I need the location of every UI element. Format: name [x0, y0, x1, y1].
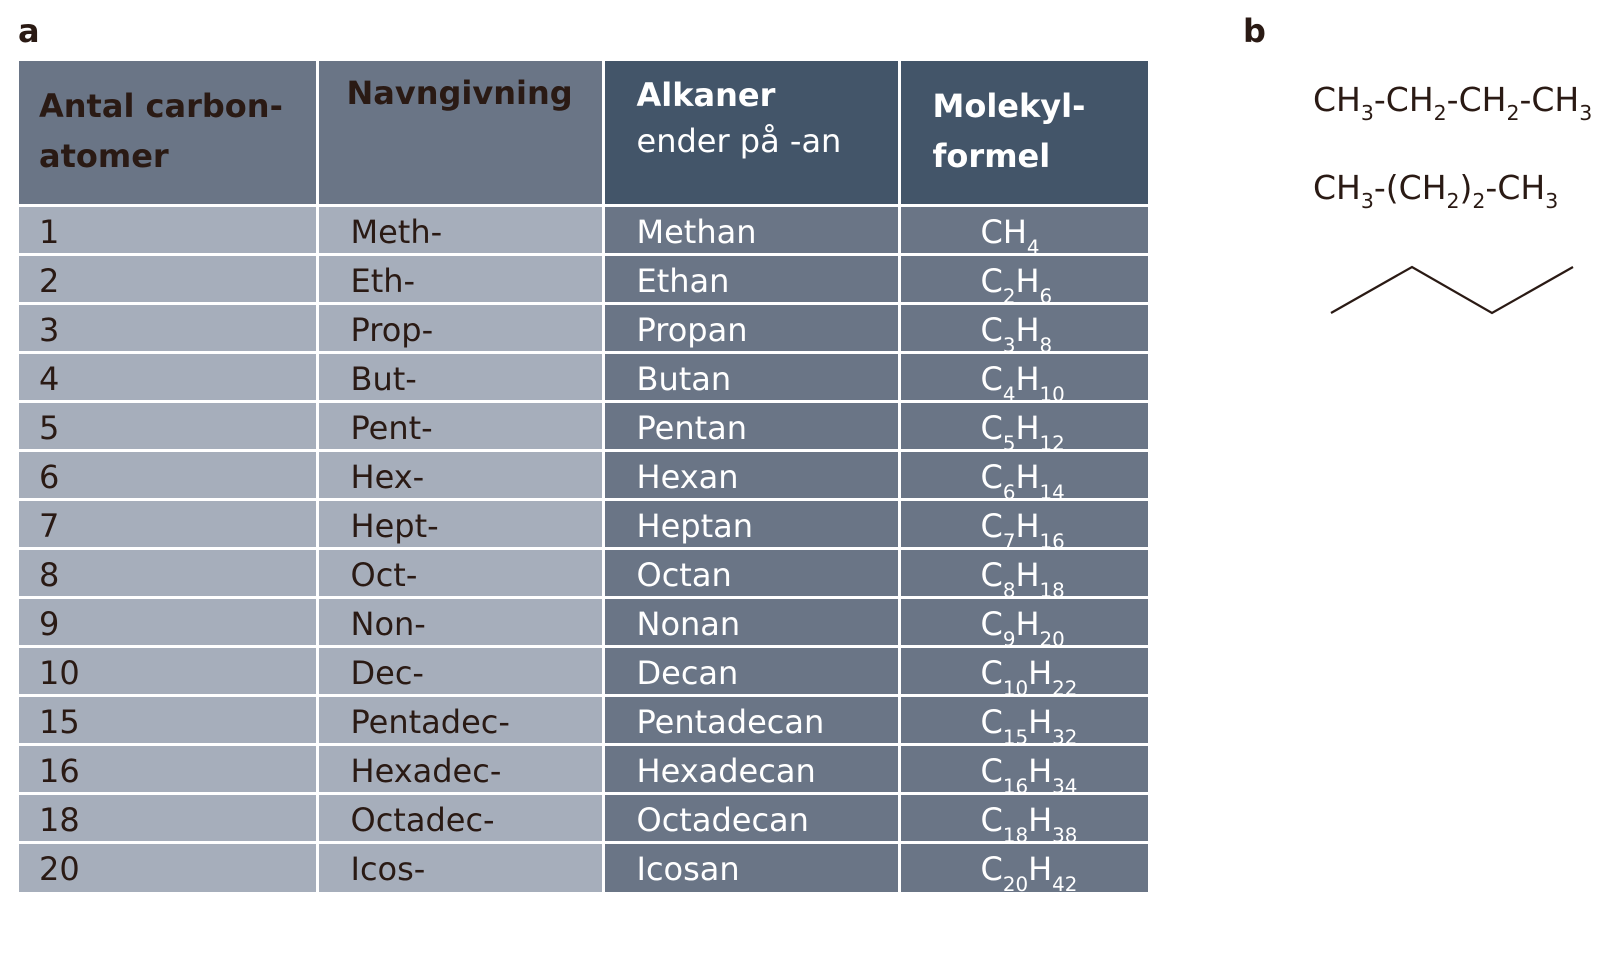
header-naming [317, 61, 603, 206]
molecular-formula-cell [899, 500, 1148, 553]
ch-group: CH [1313, 80, 1361, 119]
molecular-formula [980, 556, 1065, 602]
carbon-symbol: C [980, 801, 1003, 839]
alkane-name-cell: Heptan [603, 500, 899, 549]
carbon-symbol: C [980, 605, 1003, 643]
carbon-count-cell: 3 [19, 304, 317, 353]
subscript: 2 [1506, 101, 1520, 126]
bond-dash: - [1519, 80, 1532, 119]
header-carbon-count [19, 61, 317, 206]
hydrogen-subscript: 22 [1052, 676, 1078, 700]
carbon-symbol: C [980, 556, 1003, 594]
prefix-cell: Eth- [317, 255, 603, 304]
carbon-count-cell: 7 [19, 500, 317, 549]
molecular-formula [980, 507, 1065, 553]
carbon-count-cell: 4 [19, 353, 317, 402]
molecular-formula-cell [899, 843, 1148, 896]
carbon-symbol: C [980, 752, 1003, 790]
repeat-subscript: 2 [1472, 189, 1486, 214]
carbon-subscript: 9 [1002, 627, 1016, 651]
prefix-cell: But- [317, 353, 603, 402]
table-row [19, 647, 1148, 696]
subscript: 2 [1433, 101, 1447, 126]
prefix-cell: Prop- [317, 304, 603, 353]
hydrogen-symbol: H [1028, 801, 1053, 839]
subscript: 3 [1360, 189, 1374, 214]
alkane-name-cell: Decan [603, 647, 899, 696]
carbon-symbol: C [980, 360, 1003, 398]
header-alkanes-line1: Alkaner [636, 76, 776, 114]
prefix-cell: Icos- [317, 843, 603, 892]
molecular-formula-cell [899, 647, 1148, 700]
alkane-name-cell: Octadecan [603, 794, 899, 843]
table-row [19, 500, 1148, 549]
bond-dash: - [1446, 80, 1459, 119]
prefix-cell: Dec- [317, 647, 603, 696]
table-row [19, 843, 1148, 892]
table-row [19, 696, 1148, 745]
carbon-subscript: 4 [1002, 382, 1016, 406]
molecular-formula-cell [899, 696, 1148, 749]
carbon-count-cell: 2 [19, 255, 317, 304]
carbon-count-cell: 15 [19, 696, 317, 745]
hydrogen-subscript: 10 [1039, 382, 1065, 406]
table-row [19, 598, 1148, 647]
header-alkanes [603, 61, 899, 206]
carbon-subscript: 20 [1002, 872, 1029, 896]
carbon-subscript: 18 [1002, 823, 1029, 847]
alkane-name-cell: Ethan [603, 255, 899, 304]
carbon-subscript: 2 [1002, 284, 1016, 308]
hydrogen-subscript: 12 [1039, 431, 1065, 455]
hydrogen-subscript: 34 [1052, 774, 1078, 798]
header-carbon-count-line2: atomer [39, 137, 169, 175]
table-row [19, 402, 1148, 451]
ch-group: CH [1458, 80, 1507, 119]
table-row [19, 745, 1148, 794]
table-row [19, 794, 1148, 843]
subscript: 3 [1360, 101, 1374, 126]
carbon-subscript: 16 [1002, 774, 1029, 798]
prefix-cell: Non- [317, 598, 603, 647]
carbon-subscript: 7 [1002, 529, 1016, 553]
molecular-formula [980, 703, 1078, 749]
carbon-symbol: C [980, 458, 1003, 496]
hydrogen-subscript: 4 [1026, 235, 1040, 259]
carbon-symbol: C [980, 850, 1003, 888]
panel-label-b: b [1243, 12, 1266, 50]
carbon-symbol: C [980, 507, 1003, 545]
molecular-formula-cell [899, 304, 1148, 357]
header-alkanes-line2: ender på -an [636, 122, 842, 160]
carbon-subscript: 3 [1002, 333, 1016, 357]
alkane-name-cell: Methan [603, 206, 899, 255]
prefix-cell: Meth- [317, 206, 603, 255]
group-open: -(CH [1373, 168, 1447, 207]
hydrogen-subscript: 18 [1039, 578, 1065, 602]
hydrogen-subscript: 38 [1052, 823, 1078, 847]
molecular-formula-cell [899, 353, 1148, 406]
carbon-subscript: 8 [1002, 578, 1016, 602]
carbon-symbol: C [980, 409, 1003, 447]
hydrogen-symbol: H [1028, 654, 1053, 692]
carbon-subscript: 15 [1002, 725, 1029, 749]
hydrogen-symbol: H [1015, 262, 1040, 300]
table-row [19, 206, 1148, 255]
carbon-count-cell: 5 [19, 402, 317, 451]
molecular-formula [980, 360, 1065, 406]
alkane-name-cell: Pentan [603, 402, 899, 451]
subscript: 2 [1446, 189, 1460, 214]
table-header-row [19, 61, 1148, 206]
alkane-name-cell: Icosan [603, 843, 899, 892]
molecular-formula-cell [899, 745, 1148, 798]
carbon-symbol: C [980, 703, 1003, 741]
table-row [19, 549, 1148, 598]
group-end: -CH [1485, 168, 1546, 207]
molecular-formula [980, 409, 1065, 455]
prefix-cell: Hexadec- [317, 745, 603, 794]
header-molecular-formula [899, 61, 1148, 206]
alkane-name-cell: Nonan [603, 598, 899, 647]
prefix-cell: Pent- [317, 402, 603, 451]
carbon-count-cell: 10 [19, 647, 317, 696]
carbon-count-cell: 8 [19, 549, 317, 598]
table-row [19, 255, 1148, 304]
molecular-formula-cell [899, 255, 1148, 308]
carbon-symbol: C [980, 311, 1003, 349]
alkane-name-cell: Pentadecan [603, 696, 899, 745]
prefix-cell: Pentadec- [317, 696, 603, 745]
molecular-formula [980, 262, 1053, 308]
molecular-formula [980, 850, 1078, 896]
hydrogen-symbol: H [1028, 703, 1053, 741]
carbon-symbol: C [980, 213, 1003, 251]
carbon-count-cell: 20 [19, 843, 317, 892]
molecular-formula [980, 311, 1053, 357]
hydrogen-symbol: H [1015, 507, 1040, 545]
molecular-formula [980, 605, 1065, 651]
hydrogen-symbol: H [1015, 409, 1040, 447]
hydrogen-symbol: H [1015, 360, 1040, 398]
carbon-subscript: 10 [1002, 676, 1029, 700]
molecular-formula-cell [899, 598, 1148, 651]
hydrogen-symbol: H [1028, 850, 1053, 888]
carbon-symbol: C [980, 262, 1003, 300]
table-row [19, 451, 1148, 500]
table-row [19, 304, 1148, 353]
hydrogen-subscript: 16 [1039, 529, 1065, 553]
bond-dash: - [1373, 80, 1386, 119]
condensed-formula [1313, 80, 1593, 126]
butane-skeletal-structure [1330, 258, 1580, 328]
carbon-count-cell: 6 [19, 451, 317, 500]
subscript: 3 [1545, 189, 1559, 214]
hydrogen-subscript: 6 [1039, 284, 1053, 308]
hydrogen-symbol: H [1015, 458, 1040, 496]
subscript: 3 [1579, 101, 1593, 126]
hydrogen-symbol: H [1028, 752, 1053, 790]
ch-group: CH [1313, 168, 1361, 207]
panel-label-a: a [18, 12, 40, 50]
header-formula-line1: Molekyl- [932, 87, 1086, 125]
carbon-count-cell: 16 [19, 745, 317, 794]
molecular-formula-cell [899, 549, 1148, 602]
alkane-name-cell: Propan [603, 304, 899, 353]
carbon-symbol: C [980, 654, 1003, 692]
carbon-count-cell: 1 [19, 206, 317, 255]
carbon-count-cell: 18 [19, 794, 317, 843]
hydrogen-subscript: 8 [1039, 333, 1053, 357]
skeletal-zigzag [1331, 267, 1573, 313]
hydrogen-subscript: 32 [1052, 725, 1078, 749]
prefix-cell: Hex- [317, 451, 603, 500]
table-body [19, 206, 1148, 896]
hydrogen-symbol: H [1002, 213, 1027, 251]
alkane-name-cell: Octan [603, 549, 899, 598]
molecular-formula-cell [899, 451, 1148, 504]
hydrogen-subscript: 20 [1039, 627, 1065, 651]
molecular-formula-cell [899, 794, 1148, 847]
prefix-cell: Octadec- [317, 794, 603, 843]
hydrogen-symbol: H [1015, 311, 1040, 349]
hydrogen-subscript: 14 [1039, 480, 1065, 504]
hydrogen-subscript: 42 [1052, 872, 1078, 896]
molecular-formula [980, 654, 1078, 700]
molecular-formula [980, 458, 1065, 504]
alkane-name-cell: Butan [603, 353, 899, 402]
molecular-formula-cell [899, 206, 1148, 259]
alkane-table [19, 61, 1148, 896]
group-close: ) [1459, 168, 1473, 207]
molecular-formula [980, 213, 1040, 259]
hydrogen-symbol: H [1015, 605, 1040, 643]
carbon-count-cell: 9 [19, 598, 317, 647]
molecular-formula [980, 752, 1078, 798]
hydrogen-symbol: H [1015, 556, 1040, 594]
molecular-formula-cell [899, 402, 1148, 455]
molecular-formula [980, 801, 1078, 847]
prefix-cell: Hept- [317, 500, 603, 549]
alkane-name-cell: Hexadecan [603, 745, 899, 794]
alkane-name-cell: Hexan [603, 451, 899, 500]
table-row [19, 353, 1148, 402]
header-naming-label: Navngivning [346, 74, 573, 112]
header-carbon-count-line1: Antal carbon- [39, 87, 283, 125]
header-formula-line2: formel [932, 137, 1051, 175]
carbon-subscript: 6 [1002, 480, 1016, 504]
prefix-cell: Oct- [317, 549, 603, 598]
grouped-formula [1313, 168, 1559, 214]
ch-group: CH [1385, 80, 1434, 119]
carbon-subscript: 5 [1002, 431, 1016, 455]
ch-group: CH [1531, 80, 1580, 119]
